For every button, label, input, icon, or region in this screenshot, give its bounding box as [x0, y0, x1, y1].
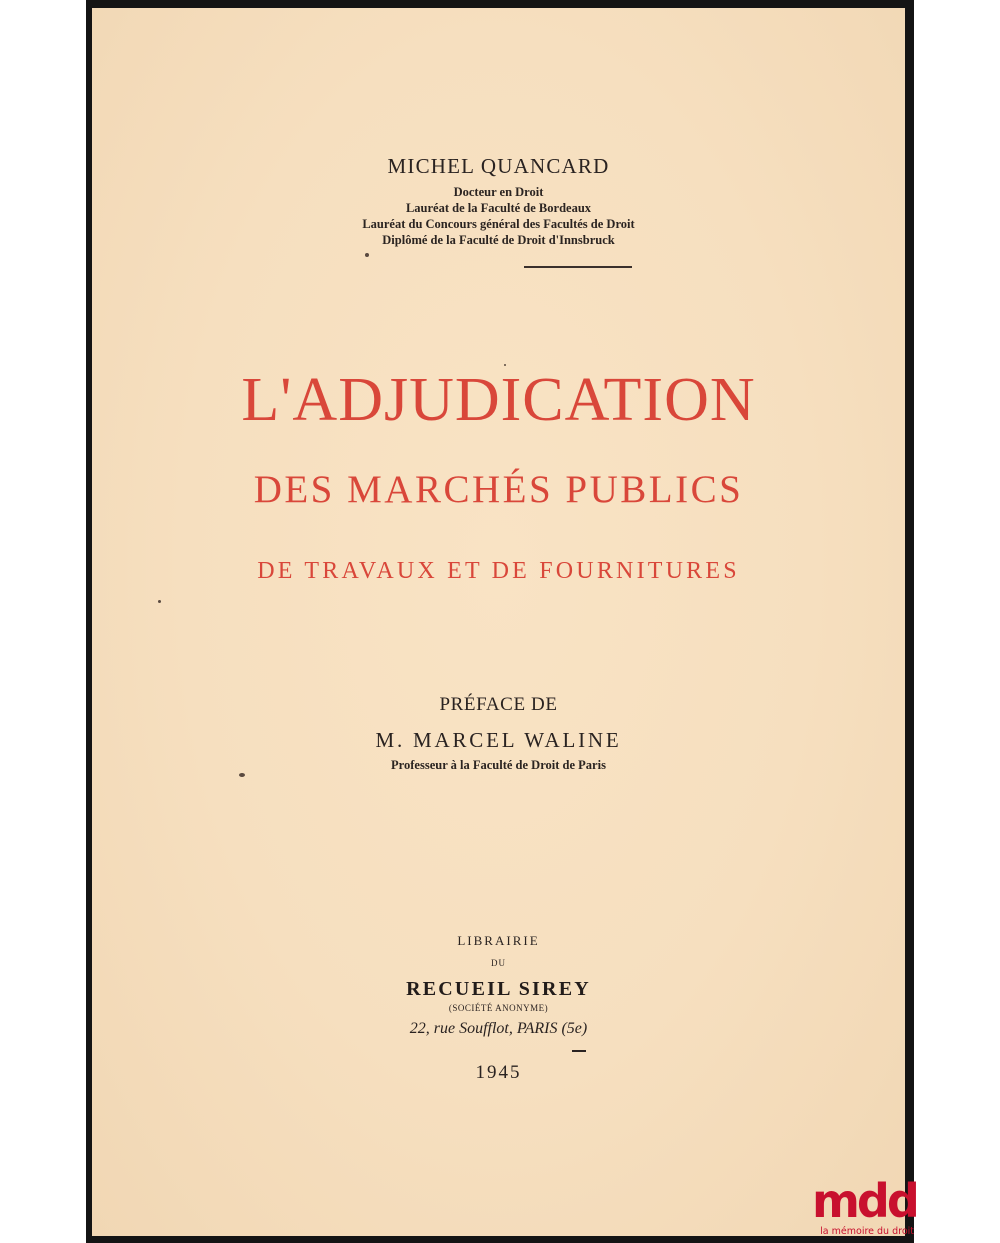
paper-speck	[365, 253, 369, 257]
publication-year: 1945	[475, 1062, 522, 1083]
publisher-line-2: DU	[491, 958, 506, 968]
author-name: MICHEL QUANCARD	[387, 154, 610, 178]
paper-speck	[504, 364, 506, 366]
preface-label: PRÉFACE DE	[439, 694, 558, 715]
author-credential-4: Diplômé de la Faculté de Droit d'Innsbruck	[382, 233, 615, 247]
author-credential-2: Lauréat de la Faculté de Bordeaux	[405, 201, 592, 215]
preface-author-credential: Professeur à la Faculté de Droit de Paris	[391, 758, 606, 772]
publisher-address: 22, rue Soufflot, PARIS (5e)	[409, 1020, 588, 1037]
title-line-3: DE TRAVAUX ET DE FOURNITURES	[257, 558, 740, 584]
publisher-name: RECUEIL SIREY	[406, 978, 591, 1000]
year-dash	[572, 1050, 586, 1052]
paper-speck	[239, 773, 245, 777]
preface-author: M. MARCEL WALINE	[375, 728, 622, 752]
author-credential-1: Docteur en Droit	[453, 185, 544, 199]
paper-speck	[158, 600, 161, 603]
mdd-logo-tagline: la mémoire du droit	[820, 1226, 914, 1237]
publisher-subtitle: (SOCIÉTÉ ANONYME)	[448, 1003, 549, 1013]
title-line-2: DES MARCHÉS PUBLICS	[253, 468, 744, 511]
mdd-logo-mark: mdd	[812, 1174, 917, 1228]
publisher-line-1: LIBRAIRIE	[457, 933, 540, 948]
divider-rule	[524, 266, 632, 268]
title-line-1: L'ADJUDICATION	[241, 366, 756, 434]
author-credential-3: Lauréat du Concours général des Facultés de Droit	[362, 217, 635, 231]
book-cover	[92, 8, 905, 1236]
mdd-logo	[812, 1174, 917, 1238]
